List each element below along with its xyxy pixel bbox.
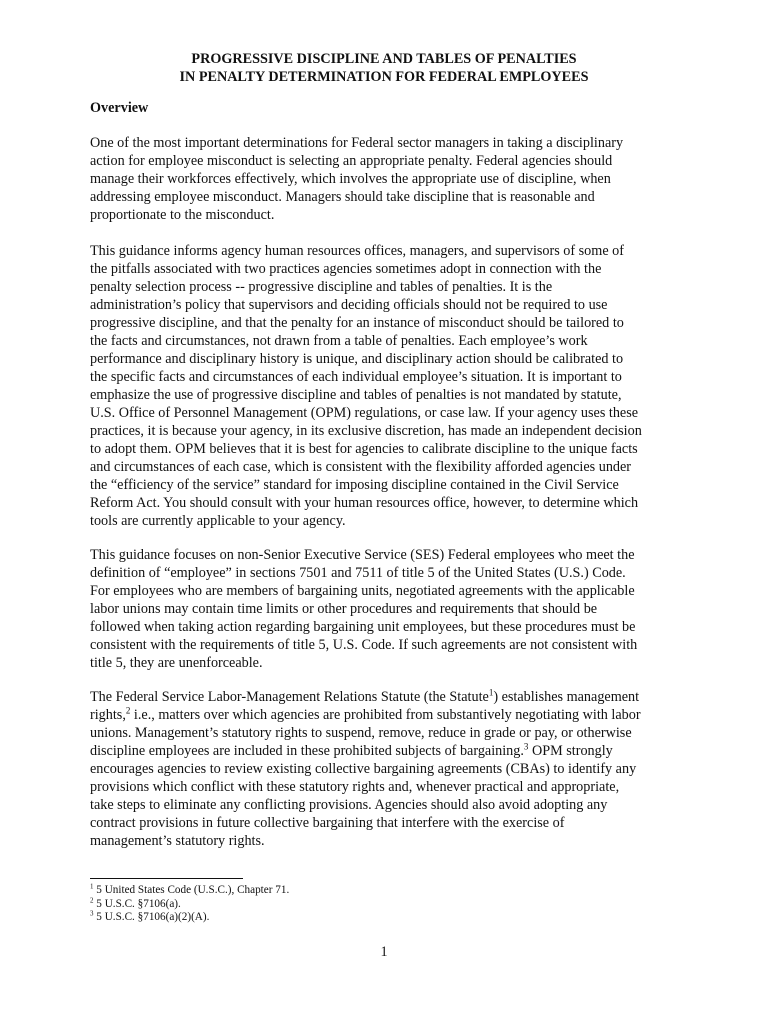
paragraph-2 [90,242,690,530]
paragraph-line: encourages agencies to review existing collective bargaining agreements (CBAs) to identify any [90,761,637,777]
text-run: i.e., matters over which agencies are prohibited from substantively negotiating with labor [130,707,641,723]
footnote-divider [90,878,243,879]
paragraph-line: the specific facts and circumstances of each individual employee’s situation. It is important to [90,369,622,385]
document-title [0,50,768,86]
footnote-number: 1 [90,882,94,891]
footnote-ref-1[interactable]: 1 [488,687,494,698]
paragraph-line: practices, it is because your agency, in its exclusive discretion, has made an independent decision [90,423,642,439]
paragraph-line: U.S. Office of Personnel Management (OPM) regulations, or case law. If your agency uses these [90,405,639,421]
paragraph-line [90,742,690,760]
footnote-3 [90,911,289,925]
title-line-2: IN PENALTY DETERMINATION FOR FEDERAL EMPLOYEES [179,69,589,85]
paragraph-line: consistent with the requirements of title 5, U.S. Code. If such agreements are not consistent with [90,637,638,653]
paragraph-line [90,706,690,724]
paragraph-line: proportionate to the misconduct. [90,207,275,223]
text-run: discipline employees are included in these prohibited subjects of bargaining. [90,743,524,759]
footnotes [90,884,289,925]
paragraph-line: take steps to eliminate any conflicting provisions. Agencies should also avoid adopting any [90,797,608,813]
paragraph-line: to adopt them. OPM believes that it is best for agencies to calibrate discipline to the unique facts [90,441,638,457]
paragraph-line: action for employee misconduct is selecting an appropriate penalty. Federal agencies should [90,153,613,169]
footnote-number: 3 [90,909,94,918]
footnote-number: 2 [90,895,94,904]
section-heading: Overview [90,100,149,116]
paragraph-line: One of the most important determinations for Federal sector managers in taking a disciplinary [90,135,624,151]
paragraph-line: unions. Management’s statutory rights to suspend, remove, reduce in grade or pay, or otherwise [90,725,632,741]
paragraph-line: definition of “employee” in sections 7501 and 7511 of title 5 of the United States (U.S.) Code. [90,565,626,581]
paragraph-line: the “efficiency of the service” standard for imposing discipline contained in the Civil Service [90,477,619,493]
paragraph-line: addressing employee misconduct. Managers should take discipline that is reasonable and [90,189,595,205]
paragraph-line: progressive discipline, and that the penalty for an instance of misconduct should be tailored to [90,315,624,331]
text-run: The Federal Service Labor-Management Relations Statute (the Statute [90,689,489,705]
paragraph-line: management’s statutory rights. [90,833,265,849]
paragraph-line: provisions which conflict with these statutory rights and, whenever practical and appropriate, [90,779,620,795]
footnote-text: 5 United States Code (U.S.C.), Chapter 71. [93,884,290,896]
paragraph-line: emphasize the use of progressive discipline and tables of penalties is not mandated by statute, [90,387,622,403]
text-run: rights, [90,707,126,723]
paragraph-line: penalty selection process -- progressive discipline and tables of penalties. It is the [90,279,553,295]
page-number: 1 [380,944,388,960]
paragraph-line [90,688,690,706]
paragraph-line: This guidance informs agency human resources offices, managers, and supervisors of some of [90,243,624,259]
text-run: OPM strongly [528,743,613,759]
footnote-text: 5 U.S.C. §7106(a)(2)(A). [93,911,210,923]
paragraph-3 [90,546,690,672]
paragraph-line: manage their workforces effectively, which involves the appropriate use of discipline, when [90,171,611,187]
paragraph-line: performance and disciplinary history is unique, and disciplinary action should be calibrated to [90,351,624,367]
paragraph-line: tools are currently applicable to your agency. [90,513,346,529]
paragraph-4 [90,688,690,850]
footnote-text: 5 U.S.C. §7106(a). [93,897,181,910]
paragraph-line: followed when taking action regarding bargaining unit employees, but these procedures must be [90,619,636,635]
paragraph-line: This guidance focuses on non-Senior Executive Service (SES) Federal employees who meet the [90,547,635,563]
paragraph-line: the facts and circumstances, not drawn from a table of penalties. Each employee’s work [90,333,588,349]
paragraph-line: contract provisions in future collective bargaining that interfere with the exercise of [90,815,565,831]
paragraph-1 [90,134,690,224]
paragraph-line: For employees who are members of bargaining units, negotiated agreements with the applicable [90,583,635,599]
paragraph-line: and circumstances of each case, which is consistent with the flexibility afforded agencies under [90,459,632,475]
footnote-2 [90,895,289,912]
text-run: ) establishes management [493,689,640,705]
footnote-ref-3[interactable]: 3 [523,741,529,752]
paragraph-line: the pitfalls associated with two practices agencies sometimes adopt in connection with the [90,261,602,277]
paragraph-line: labor unions may contain time limits or other procedures and requirements that should be [90,601,598,617]
footnote-1 [90,884,289,898]
footnote-ref-2[interactable]: 2 [125,705,131,716]
title-line-1: PROGRESSIVE DISCIPLINE AND TABLES OF PENALTIES [191,51,577,67]
paragraph-line: administration’s policy that supervisors and deciding officials should not be required to use [90,297,608,313]
paragraph-line: title 5, they are unenforceable. [90,655,263,671]
paragraph-line: Reform Act. You should consult with your human resources office, however, to determine which [90,495,639,511]
